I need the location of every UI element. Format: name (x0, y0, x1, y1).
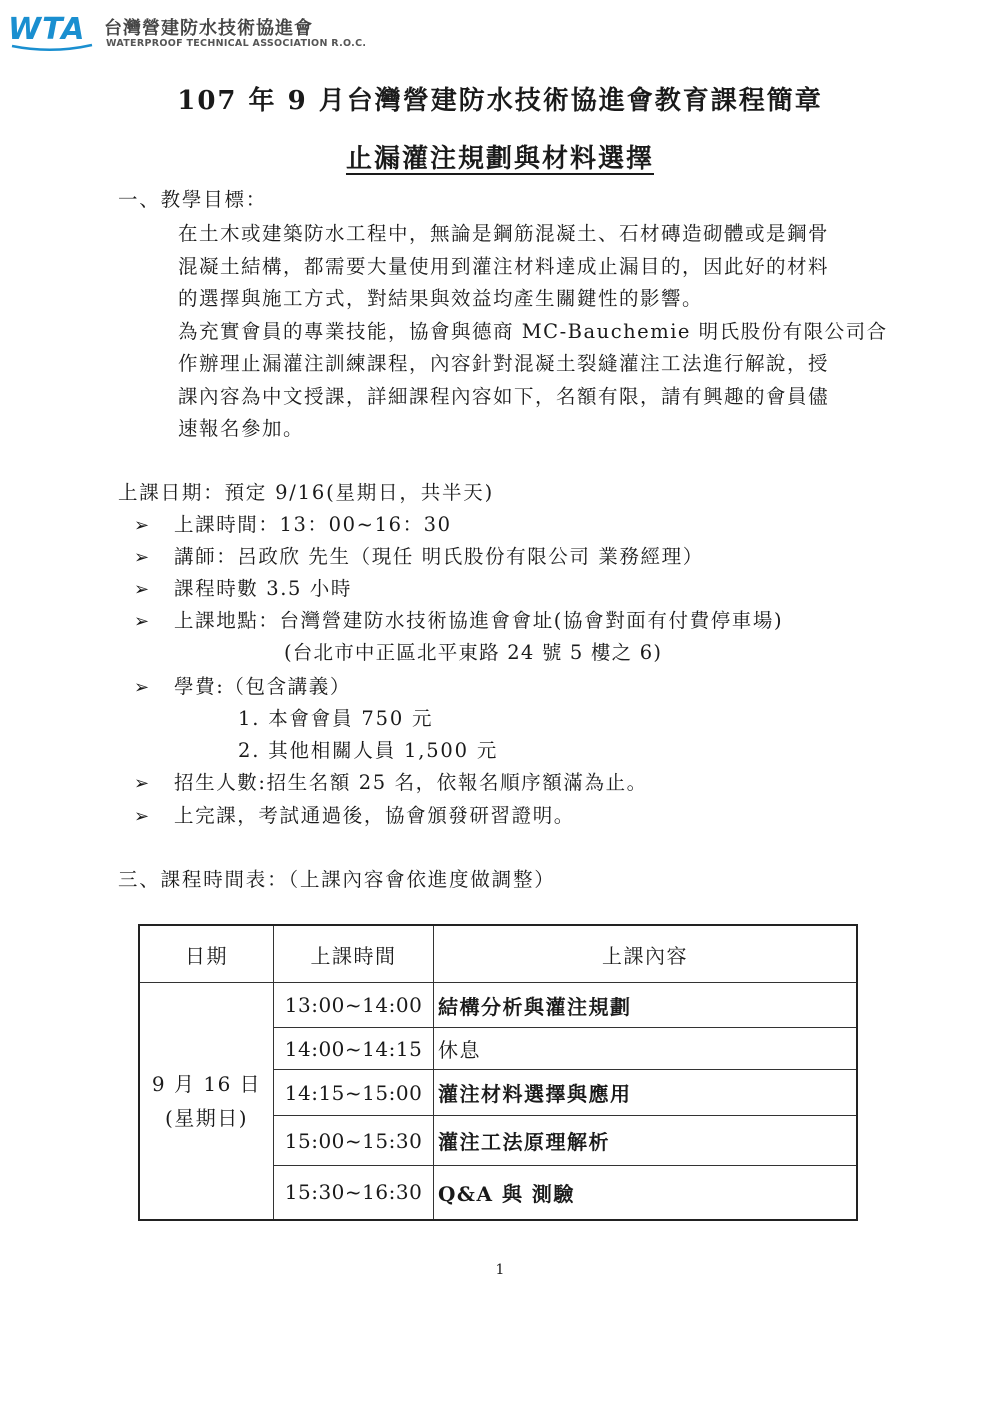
section1-line: 作辦理止漏灌注訓練課程，內容針對混凝土裂縫灌注工法進行解說，授 (178, 352, 830, 375)
arrow-bullet-icon: ➢ (134, 547, 151, 568)
table-header: 日期 (139, 925, 274, 983)
section1-line: 在土木或建築防水工程中，無論是鋼筋混凝土、石材磚造砌體或是鋼骨 (178, 222, 830, 245)
fee-member: 1. 本會會員 750 元 (238, 707, 434, 730)
section1-heading: 一、教學目標： (118, 188, 268, 211)
course-address: (台北市中正區北平東路 24 號 5 樓之 6) (284, 641, 663, 664)
table-header: 上課時間 (274, 925, 434, 983)
table-cell-time: 15:30~16:30 (274, 1166, 434, 1220)
table-date-cell (139, 983, 274, 1220)
association-logo (8, 10, 367, 54)
page-title: 107 年 9 月台灣營建防水技術協進會教育課程簡章 (177, 86, 823, 116)
table-cell-content: 灌注工法原理解析 (433, 1116, 857, 1166)
section3-heading: 三、課程時間表：（上課內容會依進度做調整） (118, 868, 556, 891)
course-title-text: 止漏灌注規劃與材料選擇 (345, 144, 654, 174)
bullet-certificate (134, 800, 575, 833)
arrow-bullet-icon: ➢ (134, 515, 151, 536)
table-cell-time: 14:00~14:15 (274, 1028, 434, 1070)
section1-line: 的選擇與施工方式，對結果與效益均產生關鍵性的影響。 (178, 287, 704, 310)
bullet-lecturer (134, 541, 704, 574)
certificate: 上完課，考試通過後，協會頒發研習證明。 (174, 804, 575, 827)
course-title (0, 138, 1000, 175)
org-name-en: WATERPROOF TECHNICAL ASSOCIATION R.O.C. (106, 38, 367, 49)
arrow-bullet-icon: ➢ (134, 806, 151, 827)
table-row (139, 983, 857, 1028)
section1-line: 速報名參加。 (178, 417, 305, 440)
logo-swoosh-icon (10, 42, 94, 52)
table-cell-time: 13:00~14:00 (274, 983, 434, 1028)
bullet-time (134, 509, 452, 542)
section1-line: 混凝土結構，都需要大量使用到灌注材料達成止漏目的，因此好的材料 (178, 254, 830, 278)
table-header: 上課內容 (433, 925, 857, 983)
schedule-table (138, 924, 858, 1221)
table-header-row (139, 925, 857, 983)
arrow-bullet-icon: ➢ (134, 611, 151, 632)
bullet-enrollment (134, 767, 648, 800)
arrow-bullet-icon: ➢ (134, 677, 151, 698)
page-number: 1 (495, 1262, 505, 1278)
section1-line: 課內容為中文授課，詳細課程內容如下，名額有限，請有興趣的會員儘 (178, 384, 830, 408)
date-main: 9 月 16 日 (151, 1071, 262, 1096)
enrollment: 招生人數:招生名額 25 名，依報名順序額滿為止。 (174, 771, 648, 794)
table-cell-time: 15:00~15:30 (274, 1116, 434, 1166)
course-date: 上課日期：預定 9/16(星期日，共半天) (118, 481, 495, 504)
fee-other: 2. 其他相關人員 1,500 元 (238, 739, 499, 762)
lecturer: 講師：呂政欣 先生（現任 明氏股份有限公司 業務經理） (174, 545, 704, 568)
table-cell-content: 休息 (433, 1028, 857, 1070)
section1-line: 為充實會員的專業技能，協會與德商 MC-Bauchemie 明氏股份有限公司合 (178, 319, 888, 343)
bullet-location (134, 605, 783, 638)
table-cell-content: 結構分析與灌注規劃 (433, 983, 857, 1028)
course-location: 上課地點：台灣營建防水技術協進會會址(協會對面有付費停車場) (174, 609, 784, 632)
table-cell-content: 灌注材料選擇與應用 (433, 1070, 857, 1116)
course-hours: 課程時數 3.5 小時 (174, 577, 353, 600)
section1-body (178, 218, 888, 446)
org-name: 台灣營建防水技術協進會 (104, 18, 313, 39)
logo-mark: WTA (8, 12, 86, 47)
course-fee: 學費:（包含講義） (174, 675, 351, 698)
date-weekday: (星期日) (164, 1105, 249, 1130)
table-cell-time: 14:15~15:00 (274, 1070, 434, 1116)
arrow-bullet-icon: ➢ (134, 773, 151, 794)
bullet-hours (134, 573, 352, 606)
course-time: 上課時間：13：00~16：30 (174, 513, 452, 536)
arrow-bullet-icon: ➢ (134, 579, 151, 600)
bullet-fee (134, 671, 351, 704)
table-cell-content: Q&A 與 測驗 (433, 1166, 857, 1220)
